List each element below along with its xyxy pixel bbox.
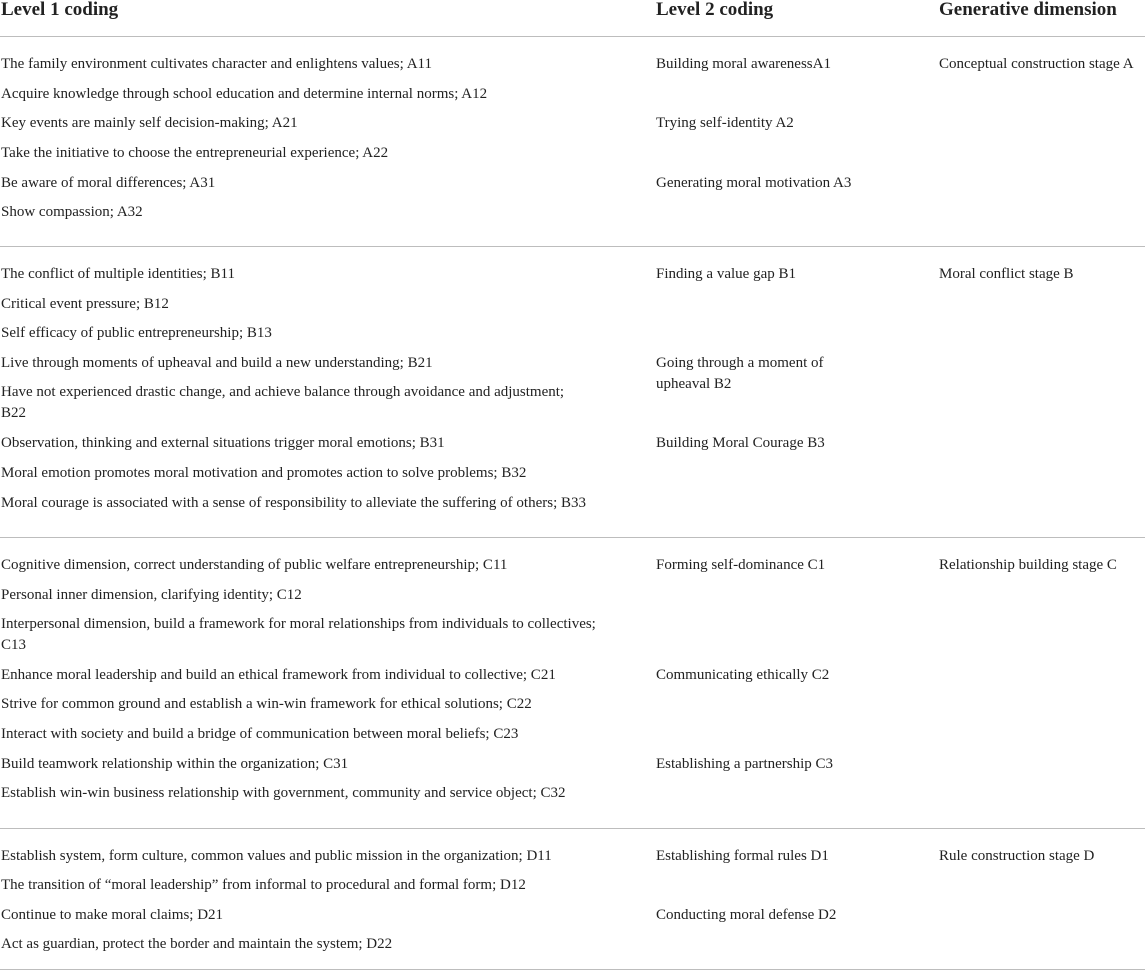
level1-cell: The family environment cultivates character and enlightens values; A11	[1, 56, 432, 72]
section-divider-a-b	[0, 246, 1145, 247]
level1-cell: The conflict of multiple identities; B11	[1, 266, 235, 282]
level2-cell: Communicating ethically C2	[656, 667, 830, 683]
dimension-cell: Conceptual construction stage A	[939, 56, 1134, 72]
level1-cell: Build teamwork relationship within the organization; C31	[1, 756, 349, 772]
dimension-cell: Rule construction stage D	[939, 848, 1095, 864]
level2-cell: Going through a moment of upheaval B2	[656, 355, 824, 392]
level2-cell: Building Moral Courage B3	[656, 435, 825, 451]
level2-cell: Trying self-identity A2	[656, 115, 794, 131]
level1-cell: Act as guardian, protect the border and maintain the system; D22	[1, 936, 393, 952]
level1-cell: Moral courage is associated with a sense of responsibility to alleviate the suffering of others; B33	[1, 495, 586, 511]
dimension-cell: Relationship building stage C	[939, 557, 1117, 573]
level1-cell: Interpersonal dimension, build a framework for moral relationships from individuals to collectives; C13	[1, 616, 596, 653]
level1-cell: Continue to make moral claims; D21	[1, 907, 224, 923]
level1-cell: Establish system, form culture, common values and public mission in the organization; D11	[1, 848, 552, 864]
level1-cell: Live through moments of upheaval and build a new understanding; B21	[1, 355, 433, 371]
level1-cell: Moral emotion promotes moral motivation and promotes action to solve problems; B32	[1, 465, 527, 481]
level1-cell: Show compassion; A32	[1, 204, 143, 220]
section-divider-c-d	[0, 828, 1145, 829]
level2-cell: Finding a value gap B1	[656, 266, 796, 282]
level2-cell: Establishing a partnership C3	[656, 756, 834, 772]
level2-cell: Conducting moral defense D2	[656, 907, 837, 923]
level1-cell: Be aware of moral differences; A31	[1, 175, 216, 191]
level1-cell: The transition of “moral leadership” from informal to procedural and formal form; D12	[1, 877, 526, 893]
table-bottom-rule	[0, 969, 1145, 970]
header-level2: Level 2 coding	[656, 0, 774, 20]
level1-cell: Enhance moral leadership and build an ethical framework from individual to collective; C21	[1, 667, 556, 683]
header-rule	[0, 36, 1145, 37]
level1-cell: Key events are mainly self decision-making; A21	[1, 115, 298, 131]
level1-cell: Critical event pressure; B12	[1, 296, 169, 312]
section-divider-b-c	[0, 537, 1145, 538]
level1-cell: Acquire knowledge through school education and determine internal norms; A12	[1, 86, 488, 102]
level2-cell: Building moral awarenessA1	[656, 56, 831, 72]
header-level1: Level 1 coding	[1, 0, 119, 20]
level2-cell: Establishing formal rules D1	[656, 848, 829, 864]
level1-cell: Establish win-win business relationship with government, community and service object; C32	[1, 785, 566, 801]
level1-cell: Take the initiative to choose the entrepreneurial experience; A22	[1, 145, 389, 161]
level1-cell: Observation, thinking and external situations trigger moral emotions; B31	[1, 435, 445, 451]
dimension-cell: Moral conflict stage B	[939, 266, 1074, 282]
level1-cell: Strive for common ground and establish a win-win framework for ethical solutions; C22	[1, 696, 532, 712]
level1-cell: Have not experienced drastic change, and achieve balance through avoidance and adjustment; B22	[1, 384, 565, 421]
header-dimension: Generative dimension	[939, 0, 1117, 20]
level1-cell: Interact with society and build a bridge of communication between moral beliefs; C23	[1, 726, 519, 742]
level1-cell: Self efficacy of public entrepreneurship; B13	[1, 325, 272, 341]
level1-cell: Cognitive dimension, correct understanding of public welfare entrepreneurship; C11	[1, 557, 508, 573]
level1-cell: Personal inner dimension, clarifying identity; C12	[1, 587, 302, 603]
level2-cell: Generating moral motivation A3	[656, 175, 852, 191]
level2-cell: Forming self-dominance C1	[656, 557, 826, 573]
